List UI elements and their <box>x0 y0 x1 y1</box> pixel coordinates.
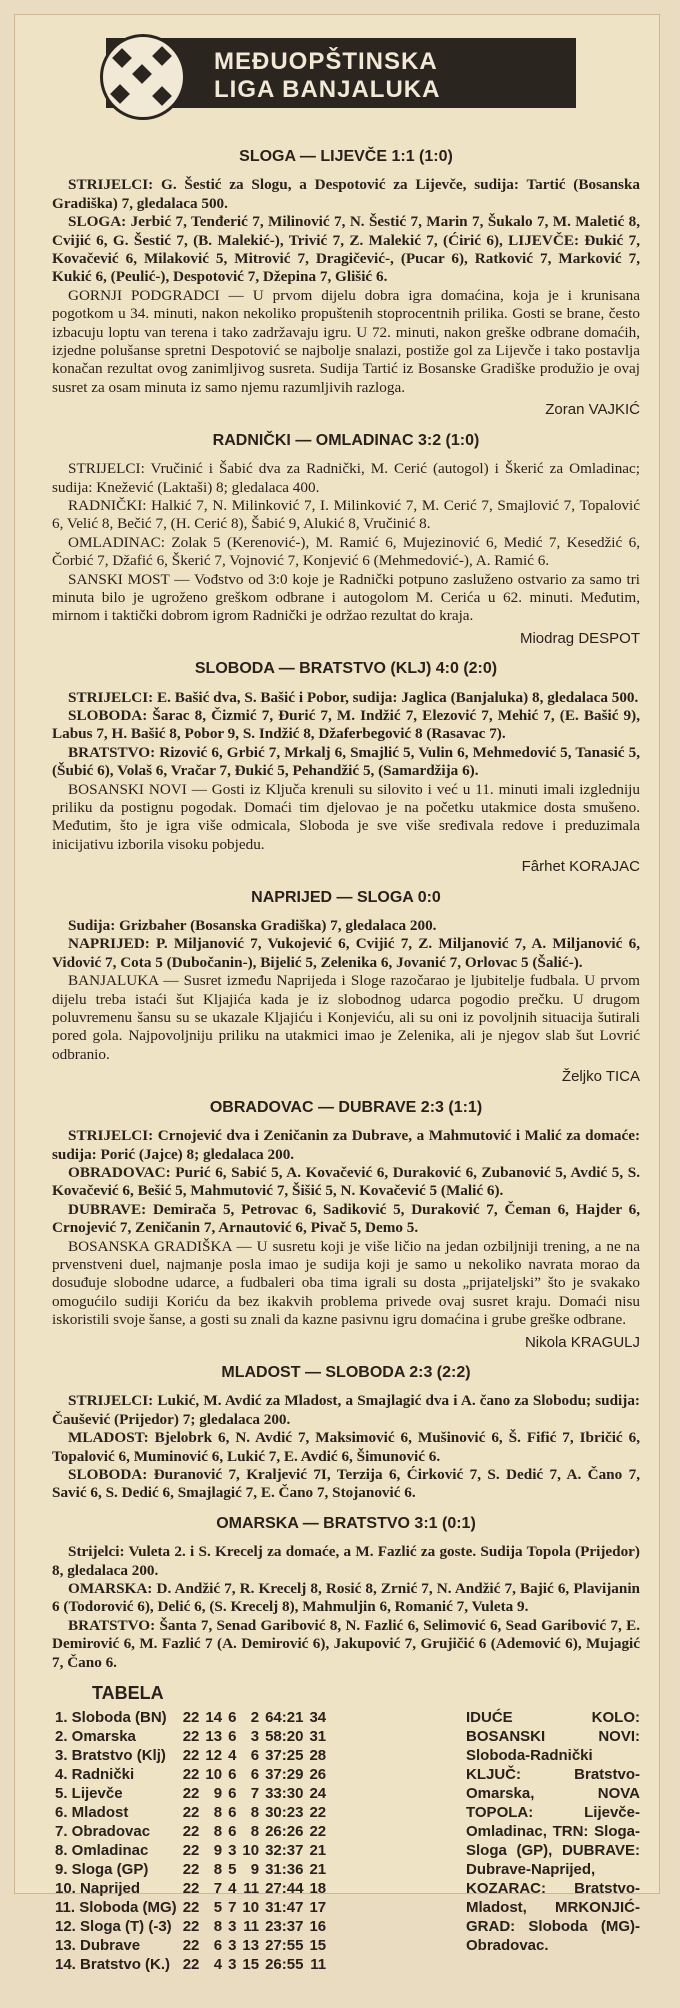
stat-cell: 22 <box>182 1766 200 1784</box>
stat-cell: 28 <box>309 1747 327 1765</box>
match-report <box>52 1515 640 1672</box>
stat-cell: 10 <box>242 1842 260 1860</box>
stat-cell: 13 <box>205 1728 223 1746</box>
stat-cell: 16 <box>309 1918 327 1936</box>
match-paragraph: GORNJI PODGRADCI — U prvom dijelu dobra igra domaćina, koja je i krunisana pogotkom u 34. minuti, nakon nekoliko propuštenih stoprocentnih prilika. Gosti se brane, često izbacuju loptu van terena i tako zadržavaju igru. U 72. minuti, nakon greške odbrane domaćih, izjedne polušanse spretni Despotović se najbolje snalazi, postiže gol za Lijevče i tako postavlja konačan rezultat ovog zanimljivog susreta. Sudija Tartić iz Bosanske Gradiške produžio je ovaj susret za osam minuta iz samo njemu razumljivih razloga. <box>52 286 640 396</box>
stat-cell: 33:30 <box>265 1785 304 1803</box>
stat-cell: 3 <box>228 1842 237 1860</box>
stat-cell: 8 <box>250 1823 260 1841</box>
stat-cell: 11 <box>310 1956 327 1974</box>
team-name: 8. Omladinac <box>55 1842 149 1860</box>
stat-cell: 58:20 <box>265 1728 304 1746</box>
match-paragraph: SANSKI MOST — Vođstvo od 3:0 koje je Radnički potpuno zasluženo ostvario za samo tri minuta bilo je ugroženo greškom odbrane i autogolom M. Cerića u 62. minuti. Međutim, mirnom i taktički dobrom igrom Radnički je održao rezultat do kraja. <box>52 570 640 625</box>
match-title: SLOBODA — BRATSTVO (KLJ) 4:0 (2:0) <box>194 660 498 678</box>
stat-cell: 34 <box>309 1709 327 1727</box>
stat-cell: 13 <box>242 1937 260 1955</box>
stat-cell: 10 <box>242 1899 260 1917</box>
match-author: Željko TICA <box>561 1068 640 1086</box>
stat-cell: 3 <box>228 1956 237 1974</box>
table-row <box>52 1784 329 1803</box>
stat-cell: 7 <box>228 1899 237 1917</box>
match-paragraph: OBRADOVAC: Purić 6, Sabić 5, A. Kovačević 6, Duraković 6, Zubanović 5, Avdić 5, S. Kovačević 6, Bešić 5, Mahmutović 7, Šišić 5, N. Kovačević 5 (Malić 6). <box>52 1163 640 1200</box>
table-row <box>52 1936 329 1955</box>
stat-cell: 22 <box>182 1842 200 1860</box>
match-paragraph: BRATSTVO: Rizović 6, Grbić 7, Mrkalj 6, Smajlić 5, Vulin 6, Mehmedović 5, Tanasić 5, (Šubić 6), Volaš 6, Vračar 7, Đukić 5, Pehandžić 5, (Samardžija 6). <box>52 743 640 780</box>
match-paragraph: RADNIČKI: Halkić 7, N. Milinković 7, I. Milinković 7, M. Cerić 7, Smajlović 7, Topalović 6, Velić 8, Bečić 7, (H. Cerić 8), Šabić 9, Alukić 8, Vručinić 8. <box>52 496 640 533</box>
stat-cell: 2 <box>250 1709 260 1727</box>
stat-cell: 8 <box>213 1823 223 1841</box>
match-title: OBRADOVAC — DUBRAVE 2:3 (1:1) <box>209 1098 483 1116</box>
match-author: Nikola KRAGULJ <box>524 1333 640 1351</box>
stat-cell: 22 <box>182 1804 200 1822</box>
match-paragraph: OMARSKA: D. Andžić 7, R. Krecelj 8, Rosić 8, Zrnić 7, N. Andžić 7, Bajić 6, Plavijanin 6 (Todorović 6), Delić 6, (S. Krecelj 8), Mahmuljin 6, Romanić 7, Vuleta 9. <box>52 1580 640 1616</box>
stat-cell: 24 <box>309 1785 327 1803</box>
stat-cell: 21 <box>309 1842 327 1860</box>
stat-cell: 9 <box>250 1861 260 1879</box>
stat-cell: 15 <box>309 1937 327 1955</box>
team-name: 5. Lijevče <box>55 1785 123 1803</box>
stat-cell: 4 <box>228 1747 237 1765</box>
stat-cell: 10 <box>205 1766 223 1784</box>
stat-cell: 22 <box>182 1861 200 1879</box>
match-paragraph: Strijelci: Vuleta 2. i S. Krecelj za domaće, a M. Fazlić za goste. Sudija Topola (Prijedor) 8, gledalaca 200. <box>52 1543 640 1579</box>
stat-cell: 22 <box>182 1823 200 1841</box>
stat-cell: 3 <box>228 1918 237 1936</box>
match-paragraph: STRIJELCI: Lukić, M. Avdić za Mladost, a Smajlagić dva i A. čano za Slobodu; sudija: Čaušević (Prijedor) 7; gledalaca 200. <box>52 1392 640 1428</box>
stat-cell: 22 <box>182 1785 200 1803</box>
match-paragraph: BANJALUKA — Susret između Naprijeda i Sloge razočarao je ljubitelje fudbala. U prvom dijelu treba istaći šut Kljajića kada je iz slobodnog udarca pogodio prečku. U drugom poluvremenu šansu su se ukazale Kljajiću i Konjeviću, ali su oni iz povoljnih situacija šutirali pored gola. Najpovoljniju priliku na utakmici imao je Zelenika, ali je njegov slab šut Lovrić odbranio. <box>52 972 640 1063</box>
stat-cell: 64:21 <box>265 1709 304 1727</box>
stat-cell: 26:55 <box>265 1956 304 1974</box>
stat-cell: 15 <box>242 1956 260 1974</box>
match-paragraph: BRATSTVO: Šanta 7, Senad Garibović 8, N. Fazlić 6, Selimović 6, Sead Garibović 7, E. Demirović 6, M. Fazlić 7 (A. Demirović 6), Jakupović 7, Grujičić 6 (Ademović 6), Mujagić 7, Čano 6. <box>52 1616 640 1671</box>
stat-cell: 22 <box>182 1747 200 1765</box>
football-icon <box>100 34 186 120</box>
team-name: 11. Sloboda (MG) <box>55 1899 177 1917</box>
match-reports <box>52 148 640 1672</box>
stat-cell: 17 <box>309 1899 327 1917</box>
table-row <box>52 1917 329 1936</box>
stat-cell: 22 <box>182 1709 200 1727</box>
stat-cell: 9 <box>213 1842 223 1860</box>
article-body <box>52 140 640 2008</box>
team-name: 12. Sloga (T) (-3) <box>55 1918 172 1936</box>
match-author: Zoran VAJKIĆ <box>545 401 640 419</box>
stat-cell: 12 <box>205 1747 223 1765</box>
stat-cell: 27:44 <box>265 1880 304 1898</box>
team-name: 3. Bratstvo (Klj) <box>55 1747 166 1765</box>
table-row <box>52 1898 329 1917</box>
stat-cell: 30:23 <box>265 1804 304 1822</box>
table-row <box>52 1708 329 1727</box>
match-paragraph: MLADOST: Bjelobrk 6, N. Avdić 7, Maksimović 6, Mušinović 6, Š. Fifić 7, Ibričić 6, Topalović 6, Muminović 6, Lukić 7, E. Avdić 6, Šimunović 6. <box>52 1429 640 1465</box>
match-paragraph: SLOGA: Jerbić 7, Tenđerić 7, Milinović 7, N. Šestić 7, Marin 7, Šukalo 7, M. Maletić 8, Cvijić 6, G. Šestić 7, (B. Malekić-), Trivić 7, Z. Malekić 7, (Ćirić 6), LIJEVČE: Đukić 7, Kovačević 6, Milaković 5, Mitrović 7, Dragičević-, (Pucar 6), Ratković 7, Marković 7, Kukić 6, (Peulić-), Despotović 7, Džepina 7, Glišić 6. <box>52 213 640 286</box>
stat-cell: 14 <box>205 1709 223 1727</box>
team-name: 9. Sloga (GP) <box>55 1861 149 1879</box>
stat-cell: 6 <box>228 1709 237 1727</box>
team-name: 13. Dubrave <box>55 1937 141 1955</box>
table-row <box>52 1803 329 1822</box>
stat-cell: 37:25 <box>265 1747 304 1765</box>
stat-cell: 26 <box>309 1766 327 1784</box>
stat-cell: 6 <box>228 1823 237 1841</box>
team-name: 2. Omarska <box>55 1728 136 1746</box>
match-author: Fârhet KORAJAC <box>521 858 640 876</box>
stat-cell: 6 <box>250 1766 260 1784</box>
match-paragraph: STRIJELCI: G. Šestić za Slogu, a Despotović za Lijevče, sudija: Tartić (Bosanska Gradiška) 7, gledalaca 500. <box>52 176 640 212</box>
match-paragraph: STRIJELCI: Crnojević dva i Zeničanin za Dubrave, a Mahmutović i Malić za domaće: sudija: Porić (Jajce) 8; gledalaca 200. <box>52 1127 640 1163</box>
stat-cell: 6 <box>250 1747 260 1765</box>
standings-table <box>52 1708 329 1974</box>
standings-section <box>52 1708 640 2008</box>
match-paragraph: SLOBODA: Šarac 8, Čizmić 7, Đurić 7, M. Indžić 7, Elezović 7, Mehić 7, (E. Bašić 9), Labus 7, H. Bašić 8, Pobor 9, S. Indžić 8, Džaferbegović 8 (Rasavac 7). <box>52 706 640 743</box>
stat-cell: 6 <box>228 1785 237 1803</box>
table-row <box>52 1727 329 1746</box>
stat-cell: 22 <box>182 1918 200 1936</box>
match-paragraph: OMLADINAC: Zolak 5 (Kerenović-), M. Ramić 6, Mujezinović 6, Medić 7, Kesedžić 6, Čorbić 7, Džafić 6, Škerić 7, Vojnović 7, Konjević 6 (Mehmedović-), A. Ramić 6. <box>52 533 640 570</box>
stat-cell: 32:37 <box>265 1842 304 1860</box>
header-title-line1: MEĐUOPŠTINSKA <box>214 48 438 75</box>
team-name: 1. Sloboda (BN) <box>55 1709 167 1727</box>
stat-cell: 27:55 <box>265 1937 304 1955</box>
table-row <box>52 1879 329 1898</box>
stat-cell: 6 <box>228 1766 237 1784</box>
match-report <box>52 148 640 420</box>
team-name: 14. Bratstvo (K.) <box>55 1956 171 1974</box>
table-row <box>52 1765 329 1784</box>
stat-cell: 31 <box>309 1728 327 1746</box>
table-row <box>52 1746 329 1765</box>
stat-cell: 21 <box>309 1861 327 1879</box>
match-report <box>52 889 640 1087</box>
match-paragraph: NAPRIJED: P. Miljanović 7, Vukojević 6, Cvijić 7, Z. Miljanović 7, A. Miljanović 6, Vidović 7, Cota 5 (Dubočanin-), Bijelić 5, Zelenika 6, Jovanić 7, Orlovac 5 (Šalić-). <box>52 935 640 971</box>
stat-cell: 8 <box>213 1918 223 1936</box>
stat-cell: 22 <box>309 1823 327 1841</box>
stat-cell: 6 <box>228 1804 237 1822</box>
stat-cell: 8 <box>250 1804 260 1822</box>
match-paragraph: Sudija: Grizbaher (Bosanska Gradiška) 7, gledalaca 200. <box>68 917 437 935</box>
match-paragraph: STRIJELCI: Vručinić i Šabić dva za Radnički, M. Cerić (autogol) i Škerić za Omladinac; sudija: Knežević (Laktaši) 8; gledalaca 400. <box>52 460 640 496</box>
stat-cell: 5 <box>213 1899 223 1917</box>
match-report <box>52 660 640 876</box>
stat-cell: 3 <box>228 1937 237 1955</box>
stat-cell: 3 <box>250 1728 260 1746</box>
stat-cell: 37:29 <box>265 1766 304 1784</box>
stat-cell: 22 <box>182 1899 200 1917</box>
match-title: MLADOST — SLOBODA 2:3 (2:2) <box>221 1363 471 1381</box>
tabela-title: TABELA <box>92 1683 164 1704</box>
match-title: SLOGA — LIJEVČE 1:1 (1:0) <box>239 148 453 165</box>
stat-cell: 8 <box>213 1861 223 1879</box>
match-paragraph: STRIJELCI: E. Bašić dva, S. Bašić i Pobor, sudija: Jaglica (Banjaluka) 8, gledalaca 500. <box>68 688 639 706</box>
stat-cell: 23:37 <box>265 1918 304 1936</box>
stat-cell: 11 <box>243 1880 260 1898</box>
match-report <box>52 1364 640 1503</box>
match-report <box>52 1099 640 1352</box>
table-row <box>52 1955 329 1974</box>
stat-cell: 18 <box>309 1880 327 1898</box>
stat-cell: 4 <box>213 1956 223 1974</box>
stat-cell: 31:36 <box>265 1861 304 1879</box>
match-paragraph: SLOBODA: Đuranović 7, Kraljević 7I, Terzija 6, Ćirković 7, S. Dedić 7, A. Čano 7, Savić 6, S. Dedić 6, Smajlagić 7, E. Čano 7, Stojanović 6. <box>52 1466 640 1502</box>
team-name: 7. Obradovac <box>55 1823 151 1841</box>
stat-cell: 7 <box>213 1880 223 1898</box>
stat-cell: 6 <box>228 1728 237 1746</box>
stat-cell: 6 <box>213 1937 223 1955</box>
team-name: 10. Naprijed <box>55 1880 141 1898</box>
match-report <box>52 432 640 648</box>
match-paragraph: BOSANSKA GRADIŠKA — U susretu koji je više ličio na jedan ozbiljniji trening, a ne na prvenstveni duel, najmanje posla imao je sudija koji je samo u nekoliko navrata morao da dosuđuje slobodne udarce, a fudbaleri oba tima igrali su dosta „prijateljski” što je svakako omogućilo sudiji Koriću da bez ikakvih problema privede ovaj susret kraju. Domaći nisu iskoristili svoje šanse, a gosti su znali da kazne pasivnu igru domaćina i grube greške odbrane. <box>52 1237 640 1329</box>
table-row <box>52 1860 329 1879</box>
stat-cell: 9 <box>213 1785 223 1803</box>
newspaper-clipping <box>14 14 660 1974</box>
stat-cell: 22 <box>182 1728 200 1746</box>
match-author: Miodrag DESPOT <box>519 629 640 647</box>
stat-cell: 5 <box>228 1861 237 1879</box>
stat-cell: 22 <box>182 1880 200 1898</box>
table-row <box>52 1841 329 1860</box>
next-round-schedule: IDUĆE KOLO: BOSANSKI NOVI: Sloboda-Radnički KLJUČ: Bratstvo-Omarska, NOVA TOPOLA: Lijevče-Omladinac, TRN: Sloga-Sloga (GP), DUBRAVE: Dubrave-Naprijed, KOZARAC: Bratstvo-Mladost, MRKONJIĆ-GRAD: Sloboda (MG)-Obradovac. <box>466 1709 640 1955</box>
table-row <box>52 1822 329 1841</box>
league-header <box>106 38 576 108</box>
stat-cell: 26:26 <box>265 1823 304 1841</box>
team-name: 6. Mladost <box>55 1804 129 1822</box>
stat-cell: 22 <box>309 1804 327 1822</box>
team-name: 4. Radnički <box>55 1766 135 1784</box>
stat-cell: 22 <box>182 1956 200 1974</box>
header-title-line2: LIGA BANJALUKA <box>214 76 441 103</box>
stat-cell: 31:47 <box>265 1899 304 1917</box>
match-title: OMARSKA — BRATSTVO 3:1 (0:1) <box>216 1514 476 1532</box>
match-paragraph: BOSANSKI NOVI — Gosti iz Ključa krenuli su silovito i već u 11. minuti imali izgledniju priliku da postignu pogodak. Domaći tim djelovao je na početku utakmice dosta smušeno. Međutim, što je igra više odmicala, Sloboda je sve više sređivala redove i preduzimala inicijativu izborila visoku pobjedu. <box>52 780 640 853</box>
stat-cell: 4 <box>228 1880 237 1898</box>
match-title: RADNIČKI — OMLADINAC 3:2 (1:0) <box>212 431 480 449</box>
match-paragraph: DUBRAVE: Demirača 5, Petrovac 6, Sadiković 5, Duraković 7, Čeman 6, Hajder 6, Crnojević 7, Zeničanin 7, Arnautović 6, Pivač 5, Demo 5. <box>52 1200 640 1237</box>
stat-cell: 22 <box>182 1937 200 1955</box>
match-title: NAPRIJED — SLOGA 0:0 <box>251 888 441 906</box>
stat-cell: 7 <box>250 1785 260 1803</box>
stat-cell: 11 <box>243 1918 260 1936</box>
stat-cell: 8 <box>213 1804 223 1822</box>
